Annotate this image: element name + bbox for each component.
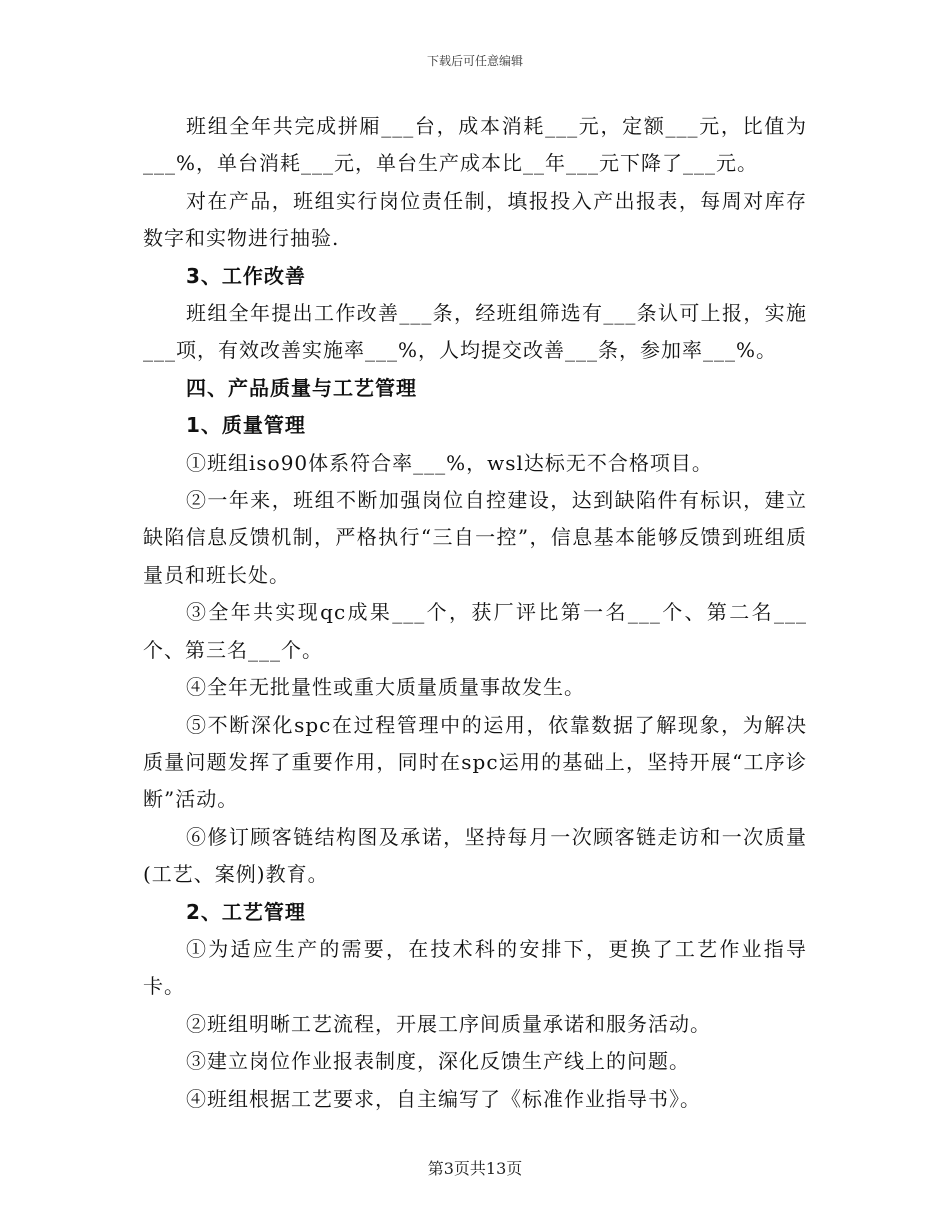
list-item-process-1: ①为适应生产的需要，在技术科的安排下，更换了工艺作业指导卡。: [143, 936, 807, 999]
heading-quality-management: 1、质量管理: [186, 413, 306, 438]
list-item-quality-6: ⑥修订顾客链结构图及承诺，坚持每月一次顾客链走访和一次质量(工艺、案例)教育。: [143, 824, 807, 887]
list-item-process-3: ③建立岗位作业报表制度，深化反馈生产线上的问题。: [186, 1049, 690, 1074]
list-item-quality-1: ①班组iso90体系符合率___%，wsl达标无不合格项目。: [186, 450, 713, 475]
page-number: 第3页共13页: [427, 1159, 523, 1178]
paragraph-production-summary: 班组全年共完成拼厢___台，成本消耗___元，定额___元，比值为___%，单台消耗___元，单台生产成本比__年___元下降了___元。: [143, 114, 807, 176]
heading-quality-process: 四、产品质量与工艺管理: [186, 375, 417, 400]
page-header: 下载后可任意编辑: [426, 54, 523, 68]
paragraph-improvement-stats: 班组全年提出工作改善___条，经班组筛选有___条认可上报，实施___项，有效改善实施率___%，人均提交改善___条，参加率___%。: [143, 301, 807, 363]
list-item-process-4: ④班组根据工艺要求，自主编写了《标准作业指导书》。: [186, 1086, 701, 1111]
list-item-quality-2: ②一年来，班组不断加强岗位自控建设，达到缺陷件有标识，建立缺陷信息反馈机制，严格执行“三自一控”，信息基本能够反馈到班组质量员和班长处。: [143, 488, 807, 587]
list-item-quality-4: ④全年无批量性或重大质量质量事故发生。: [186, 675, 585, 700]
list-item-process-2: ②班组明晰工艺流程，开展工序间质量承诺和服务活动。: [186, 1011, 711, 1036]
document-body: [143, 108, 807, 1118]
heading-process-management: 2、工艺管理: [186, 899, 306, 924]
paragraph-responsibility-system: 对在产品，班组实行岗位责任制，填报投入产出报表，每周对库存数字和实物进行抽验.: [143, 188, 807, 251]
list-item-quality-3: ③全年共实现qc成果___个，获厂评比第一名___个、第二名___个、第三名___个。: [143, 600, 807, 662]
heading-work-improvement: 3、工作改善: [186, 263, 306, 288]
list-item-quality-5: ⑤不断深化spc在过程管理中的运用，依靠数据了解现象，为解决质量问题发挥了重要作用，同时在spc运用的基础上，坚持开展“工序诊断”活动。: [143, 712, 807, 812]
